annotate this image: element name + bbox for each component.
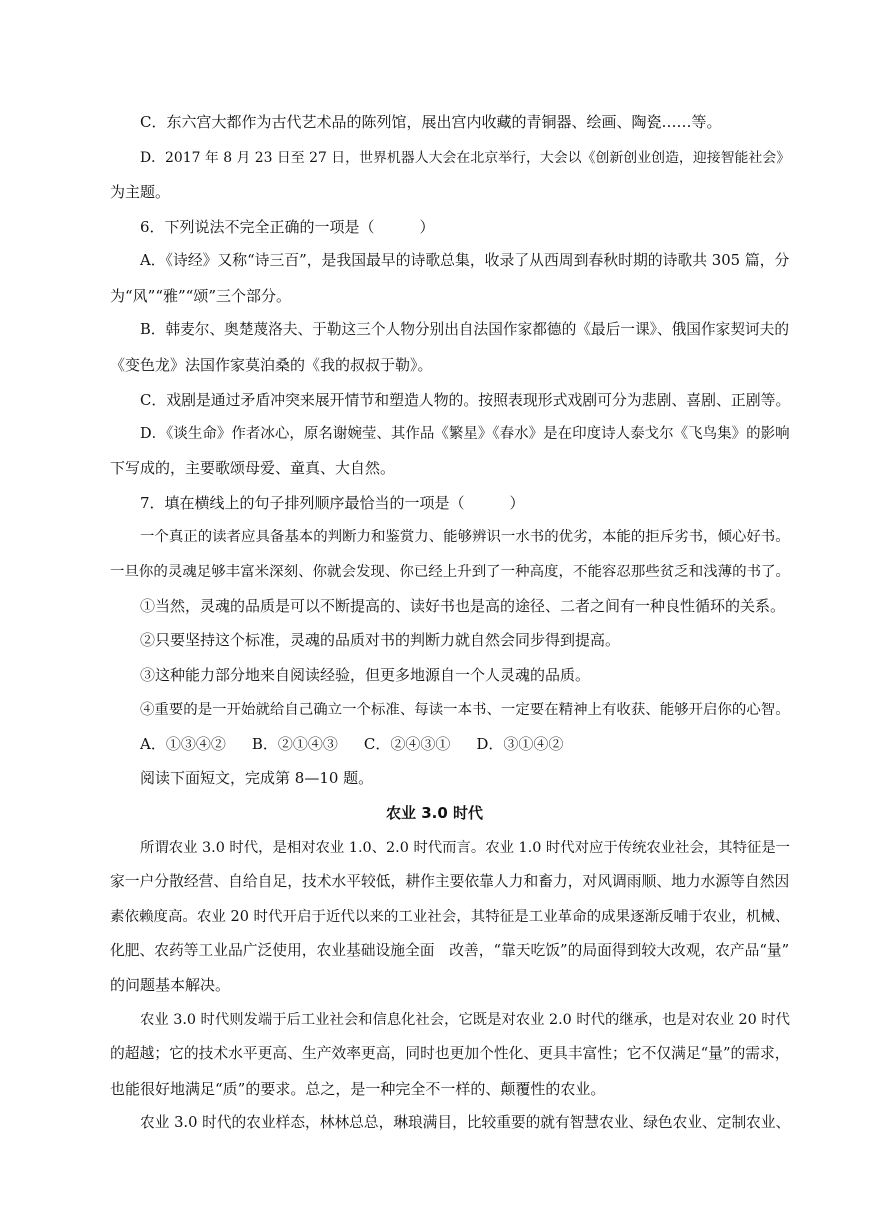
article-line: 家一户分散经营、自给自足，技术水平较低，耕作主要依靠人力和畜力，对风调雨顺、地力水源等自然因 xyxy=(110,873,790,890)
article-line: 的超越；它的技术水平更高、生产效率更高，同时也更加个性化、更具丰富性；它不仅满足“量”的需求， xyxy=(110,1045,790,1062)
q7-sentence-4: ④重要的是一开始就给自己确立一个标准、每读一本书、一定要在精神上有收获、能够开启你的心智。 xyxy=(140,702,790,718)
question-7: 7．填在横线上的句子排列顺序最恰当的一项是（ ） xyxy=(140,494,525,512)
q7-options xyxy=(140,734,790,754)
q7-option-a: A．①③④② xyxy=(140,735,226,753)
question-6: 6．下列说法不完全正确的一项是（ ） xyxy=(140,218,435,236)
q7-sentence-2: ②只要坚持这个标准，灵魂的品质对书的判断力就自然会同步得到提高。 xyxy=(140,631,621,649)
option-c-q6: C．戏剧是通过矛盾冲突来展开情节和塑造人物的。按照表现形式戏剧可分为悲剧、喜剧、正剧等。 xyxy=(140,391,791,409)
option-d-q5: D．2017 年 8 月 23 日至 27 日，世界机器人大会在北京举行，大会以《创新创业创造，迎接智能社会》 xyxy=(140,150,791,166)
q7-option-b: B．②①④③ xyxy=(251,735,338,753)
q7-sentence-3: ③这种能力部分地来自阅读经验，但更多地源自一个人灵魂的品质。 xyxy=(140,666,591,684)
article-line: 农业 3.0 时代的农业样态，林林总总，琳琅满目，比较重要的就有智慧农业、绿色农业、定制农业、 xyxy=(140,1114,791,1131)
q7-passage-2: 一旦你的灵魂足够丰富米深刻、你就会发现、你已经上升到了一种高度，不能容忍那些贫乏和浅薄的书了。 xyxy=(110,564,791,580)
option-d-q6: D．《谈生命》作者冰心，原名谢婉莹、其作品《繁星》《春水》是在印度诗人泰戈尔《飞鸟集》的影响 xyxy=(140,426,790,442)
article-line: 所谓农业 3.0 时代，是相对农业 1.0、2.0 时代而言。农业 1.0 时代对应于传统农业社会，其特征是一 xyxy=(140,840,791,856)
q7-option-d: D．③①④② xyxy=(476,735,564,753)
article-line: 素依赖度高。农业 20 时代开启于近代以来的工业社会，其特征是工业革命的成果逐渐反哺于农业，机械、 xyxy=(110,909,790,925)
option-a-q6-cont: 为“风”“雅”“颂”三个部分。 xyxy=(110,287,292,305)
option-b-q6-cont: 《变色龙》法国作家莫泊桑的《我的叔叔于勒》。 xyxy=(110,356,433,374)
q7-passage-1: 一个真正的读者应具备基本的判断力和鉴赏力、能够辨识一水书的优劣，本能的拒斥劣书，倾心好书。 xyxy=(140,529,790,545)
option-b-q6: B．韩麦尔、奥楚蔑洛夫、于勒这三个人物分别出自法国作家都德的《最后一课》、俄国作家契诃夫的 xyxy=(140,321,790,338)
option-d-q5-cont: 为主题。 xyxy=(110,183,171,201)
article-line: 也能很好地满足“质”的要求。总之，是一种完全不一样的、颠覆性的农业。 xyxy=(110,1080,606,1098)
article-title: 农业 3.0 时代 xyxy=(385,804,484,822)
q7-sentence-1: ①当然，灵魂的品质是可以不断提高的、读好书也是高的途径、二者之间有一种良性循环的关系。 xyxy=(140,597,786,615)
q7-option-c: C．②④③① xyxy=(363,735,451,753)
reading-intro: 阅读下面短文，完成第 8—10 题。 xyxy=(140,769,374,787)
option-a-q6: A．《诗经》又称“诗三百”，是我国最早的诗歌总集，收录了从西周到春秋时期的诗歌共 305 篇，分 xyxy=(140,252,790,269)
article-line: 的问题基本解决。 xyxy=(110,976,231,994)
article-line: 农业 3.0 时代则发端于后工业社会和信息化社会，它既是对农业 2.0 时代的继承，也是对农业 20 时代 xyxy=(140,1012,790,1028)
option-d-q6-cont: 下写成的，主要歌颂母爱、童真、大自然。 xyxy=(110,459,396,477)
article-line: 化肥、农药等工业品广泛使用，农业基础设施全面 改善，“靠天吃饭”的局面得到较大改观，农产品“量” xyxy=(110,942,790,959)
option-c-q5: C．东六宫大都作为古代艺术品的陈列馆，展出宫内收藏的青铜器、绘画、陶瓷……等。 xyxy=(140,113,722,131)
